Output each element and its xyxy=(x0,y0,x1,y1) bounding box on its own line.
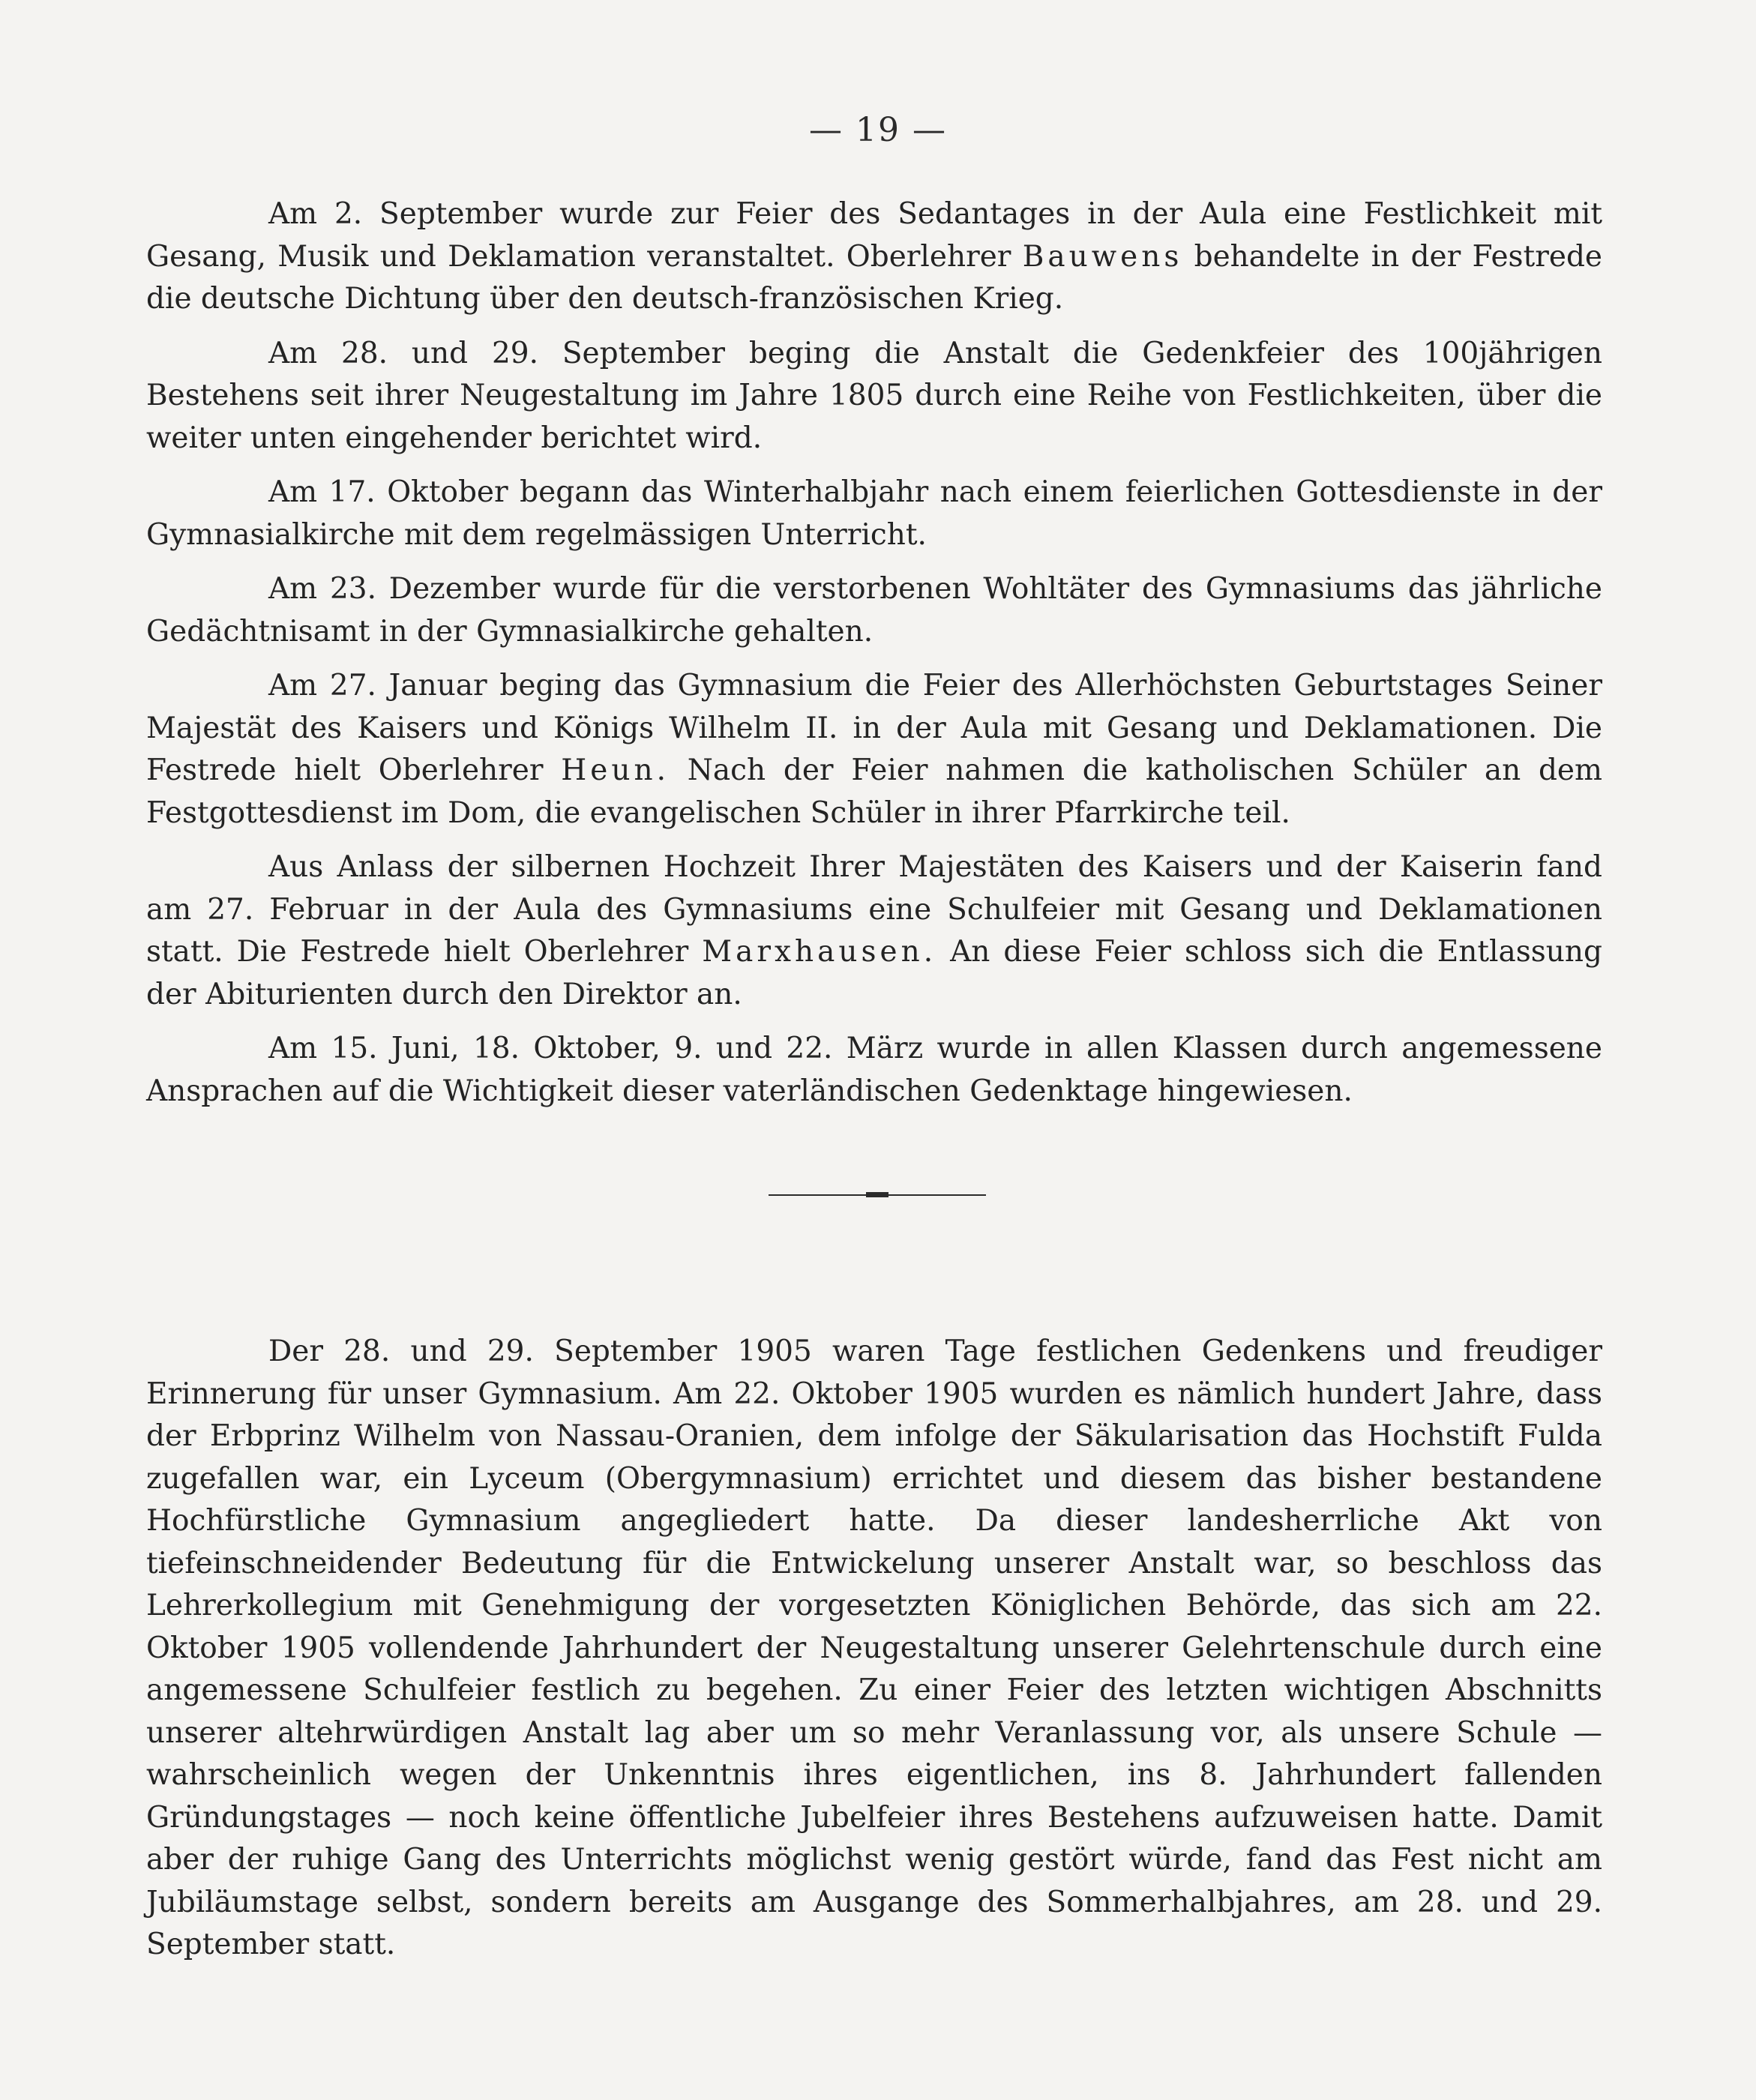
paragraph-kaisergeburtstag: Am 27. Januar beging das Gymnasium die Feier des Allerhöchsten Geburtstages Seiner Majestät des Kaisers und Königs Wilhelm II. in der Aula mit Gesang und Deklamationen. Die Festrede hielt Oberlehrer Heun. Nach der Feier nahmen die katholischen Schüler an dem Festgottesdienst im Dom, die evangelischen Schüler in ihrer Pfarrkirche teil. xyxy=(146,669,1602,830)
speaker-name: Heun. xyxy=(561,753,670,787)
paragraph-winterhalbjahr: Am 17. Oktober begann das Winterhalbjahr nach einem feierlichen Gottesdienste in der Gymnasialkirche mit dem regelmässigen Unterricht. xyxy=(146,475,1602,552)
paragraph-gedenkfeier: Am 28. und 29. September beging die Anstalt die Gedenkfeier des 100jährigen Bestehens seit ihrer Neugestaltung im Jahre 1805 durch eine Reihe von Festlichkeiten, über die weiter unten eingehender berichtet wird. xyxy=(146,336,1602,455)
paragraph-silberhochzeit: Aus Anlass der silbernen Hochzeit Ihrer Majestäten des Kaisers und der Kaiserin fand am 27. Februar in der Aula des Gymnasiums eine Schulfeier mit Gesang und Deklamationen statt. Die Festrede hielt Oberlehrer Marxhausen. An diese Feier schloss sich die Entlassung der Abiturienten durch den Direktor an. xyxy=(146,850,1602,1011)
paragraph-jubilaeum: Der 28. und 29. September 1905 waren Tage festlichen Gedenkens und freudiger Erinnerung für unser Gymnasium. Am 22. Oktober 1905 wurden es nämlich hundert Jahre, dass der Erbprinz Wilhelm von Nassau-Oranien, dem infolge der Säkularisation das Hochstift Fulda zugefallen war, ein Lyceum (Obergymnasium) errichtet und diesem das bisher bestandene Hochfürstliche Gymnasium angegliedert hatte. Da dieser landesherrliche Akt von tiefeinschneidender Bedeutung für die Entwickelung unserer Anstalt war, so beschloss das Lehrerkollegium mit Genehmigung der vorgesetzten Königlichen Behörde, das sich am 22. Oktober 1905 vollendende Jahrhundert der Neugestaltung unserer Gelehrtenschule durch eine angemessene Schulfeier festlich zu begehen. Zu einer Feier des letzten wichtigen Abschnitts unserer altehrwürdigen Anstalt lag aber um so mehr Veranlassung vor, als unsere Schule — wahrscheinlich wegen der Unkenntnis ihres eigentlichen, ins 8. Jahrhundert fallenden Gründungstages — noch keine öffentliche Jubelfeier ihres Bestehens aufzuweisen hatte. Damit aber der ruhige Gang des Unterrichts möglichst wenig gestört würde, fand das Fest nicht am Jubiläumstage selbst, sondern bereits am Ausgange des Sommerhalbjahres, am 28. und 29. September statt. xyxy=(146,1335,1602,1961)
speaker-name: Marxhausen. xyxy=(702,935,937,969)
jubilee-section xyxy=(146,1331,1602,1979)
paragraph-gedaechtnisamt: Am 23. Dezember wurde für die verstorbenen Wohltäter des Gymnasiums das jährliche Gedächtnisamt in der Gymnasialkirche gehalten. xyxy=(146,572,1602,649)
paragraph-sedantag: Am 2. September wurde zur Feier des Sedantages in der Aula eine Festlichkeit mit Gesang, Musik und Deklamation veranstaltet. Oberlehrer Bauwens behandelte in der Festrede die deutsche Dichtung über den deutsch-französischen Krieg. xyxy=(146,197,1602,316)
paragraph-gedenktage: Am 15. Juni, 18. Oktober, 9. und 22. März wurde in allen Klassen durch angemessene Ansprachen auf die Wichtigkeit dieser vaterländischen Gedenktage hingewiesen. xyxy=(146,1032,1602,1108)
chronicle-section xyxy=(146,193,1602,1125)
section-divider xyxy=(769,1194,986,1196)
speaker-name: Bauwens xyxy=(1022,239,1183,274)
page-number: — 19 — xyxy=(809,111,947,149)
